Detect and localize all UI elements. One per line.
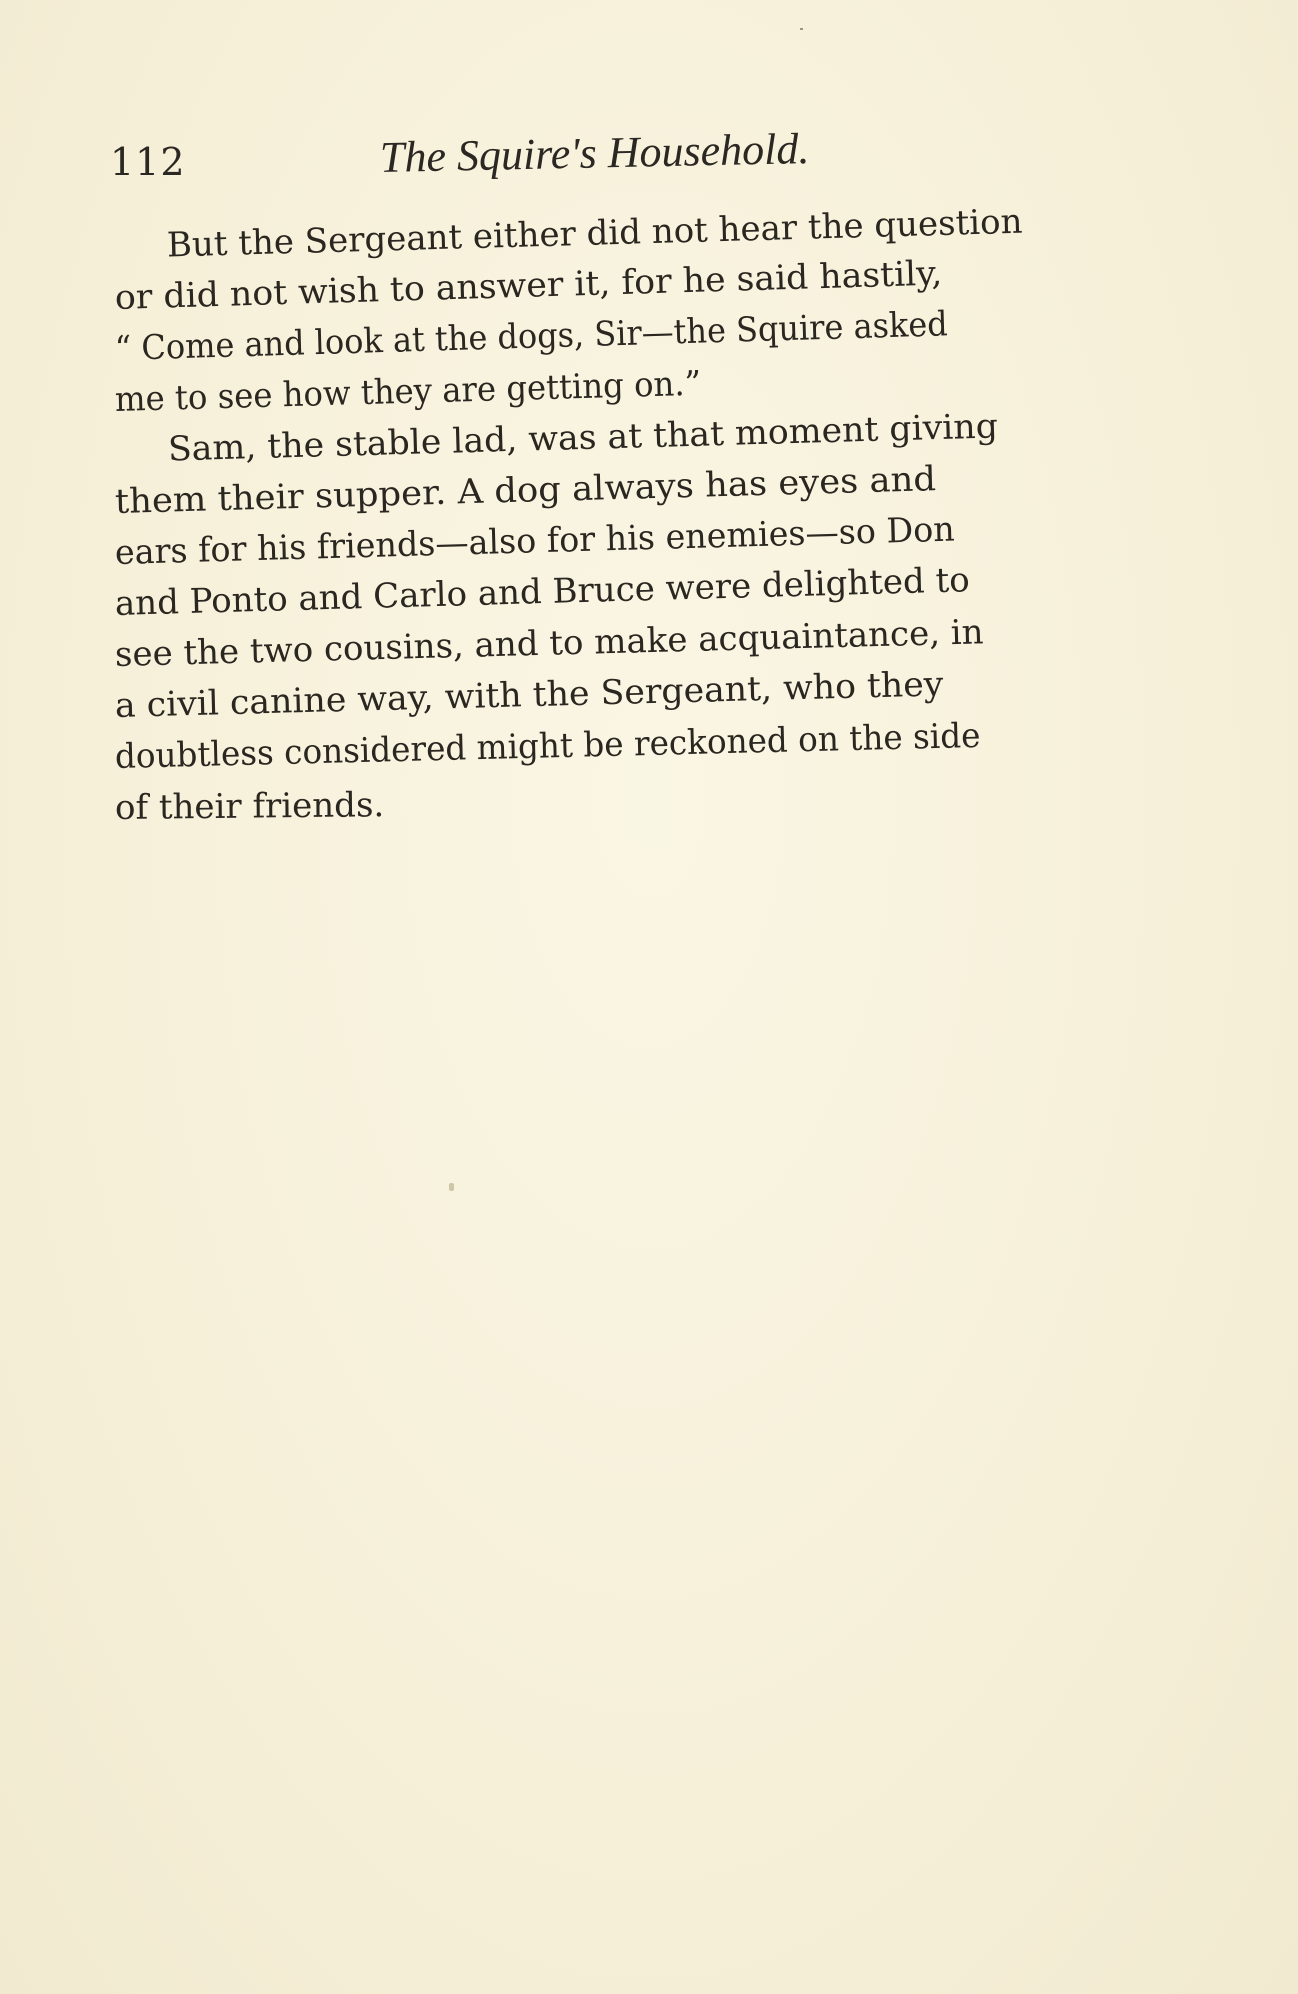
paper-speck [449,1183,454,1191]
text-line: a civil canine way, with the Sergeant, who they [114,664,944,726]
text-line: Sam, the stable lad, was at that moment giving [167,406,999,470]
text-line: me to see how they are getting on.” [114,363,702,420]
text-line: But the Sergeant either did not hear the question [166,201,1023,266]
text-line: ears for his friends—also for his enemies—so Don [114,509,956,573]
text-line: “ Come and look at the dogs, Sir—the Squire asked [114,304,949,369]
text-line: of their friends. [114,785,385,828]
ink-speck [800,28,803,30]
text-line: doubtless considered might be reckoned on the side [114,715,981,777]
running-title: The Squire's Household. [379,124,810,182]
body-text [114,201,1175,834]
text-line: them their supper. A dog always has eyes and [114,459,937,522]
text-line: see the two cousins, and to make acquaintance, in [114,612,985,675]
page-header [110,124,1170,200]
text-line: and Ponto and Carlo and Bruce were delighted to [114,560,971,624]
text-line: or did not wish to answer it, for he said hastily, [114,253,943,318]
page-number: 112 [110,140,186,184]
